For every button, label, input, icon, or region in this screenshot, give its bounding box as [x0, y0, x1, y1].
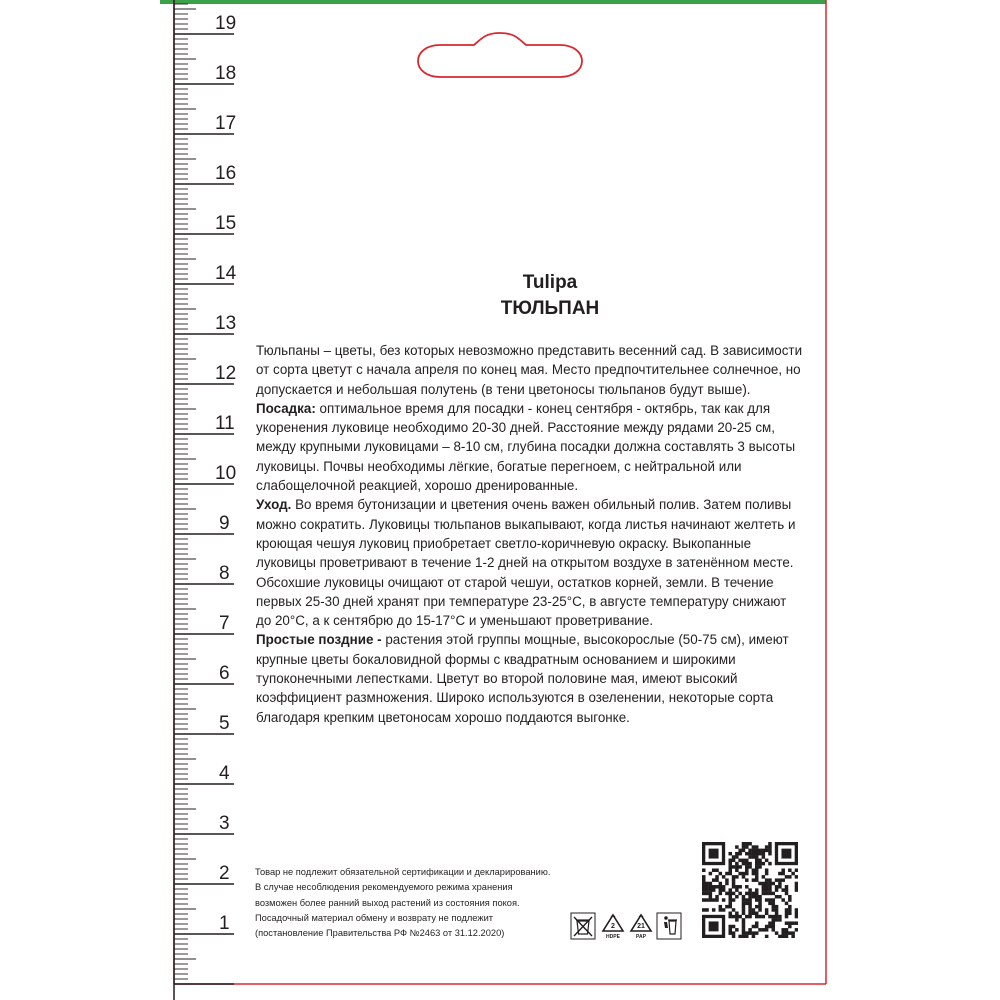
- ruler: [158, 0, 268, 1000]
- ruler-label: 4: [219, 763, 230, 784]
- ruler-label: 12: [215, 363, 237, 384]
- notice-line-2: В случае несоблюдения рекомендуемого режима хранения: [255, 882, 513, 893]
- care-paragraph: [256, 495, 804, 630]
- ruler-label: 2: [219, 863, 230, 884]
- ruler-label: 16: [215, 163, 237, 184]
- ruler-label: 13: [215, 313, 237, 334]
- intro-paragraph: Тюльпаны – цветы, без которых невозможно представить весенний сад. В зависимости от сорта цветут с начала апреля по конец мая. Место предпочтительнее солнечное, но допускается и небольшая полутень (в тени цветоносы тюльпанов будут выше).: [256, 343, 803, 397]
- trash-bin-icon: [656, 912, 682, 940]
- ruler-label: 15: [215, 213, 237, 234]
- recycle-pap-icon: [628, 912, 654, 940]
- notice-line-3: возможен более ранний выход растений из состояния покоя.: [255, 897, 520, 908]
- care-text: Во время бутонизации и цветения очень важен обильный полив. Затем поливы можно сократить. Луковицы тюльпанов выкапывают, когда листья начинают желтеть и кроющая чешуя луковиц приобретает светло-коричневую окраску. Выкопанные луковицы проветривают в течение 1-2 дней на открытом воздухе в затенённом месте. Обсохшие луковицы очищают от старой чешуи, остатков корней, земли. В течение первых 25-30 дней хранят при температуре 23-25°С, в августе температуру снижают до 20°С, а к сентябрю до 15-17°С и уменьшают проветривание.: [256, 497, 796, 629]
- ruler-label: 19: [215, 13, 237, 34]
- ruler-label: 8: [219, 563, 230, 584]
- recycle-hdpe-icon: [600, 912, 626, 940]
- ruler-label: 17: [215, 113, 237, 134]
- pap-code: 21: [637, 923, 645, 930]
- hdpe-code: 2: [611, 923, 615, 930]
- description-text: [256, 341, 804, 727]
- planting-text: оптимальное время для посадки - конец сентября - октябрь, так как для укоренения луковице необходимо 20-30 дней. Расстояние между рядами 20-25 см, между крупными луковицами – 8-10 см, глубина посадки должна составлять 3 высоты луковицы. Почвы необходимы лёгкие, богатые перегноем, с нейтральной или слабощелочной реакцией, хорошо дренированные.: [256, 400, 796, 494]
- hdpe-label: HDPE: [606, 934, 620, 940]
- ruler-label: 3: [219, 813, 230, 834]
- care-label: Уход.: [256, 497, 292, 513]
- ruler-label: 7: [219, 613, 230, 634]
- ruler-label: 18: [215, 63, 237, 84]
- title-block: [300, 270, 800, 322]
- ruler-label: 14: [215, 263, 237, 284]
- ruler-label: 1: [219, 913, 230, 934]
- notice-line-4: Посадочный материал обмену и возврату не подлежит: [255, 912, 494, 923]
- group-text: растения этой группы мощные, высокорослые (50-75 см), имеют крупные цветы бокаловидной формы с квадратным основанием и широкими тупоконечными лепестками. Цветут во второй половине мая, имеют высокий коэффициент размножения. Широко используются в озеленении, некоторые сорта благодаря крепким цветоносам хорошо поддаются выгонке.: [256, 632, 789, 725]
- ruler-label: 11: [215, 413, 235, 434]
- russian-name: ТЮЛЬПАН: [500, 298, 600, 319]
- qr-code[interactable]: [702, 842, 798, 938]
- planting-paragraph: [256, 399, 804, 495]
- pap-label: PAP: [636, 934, 646, 940]
- notice-line-1: Товар не подлежит обязательной сертификации и декларированию.: [255, 867, 551, 877]
- latin-name: Tulipa: [522, 272, 578, 293]
- hang-hole: [418, 33, 582, 77]
- notice-line-5: (постановление Правительства РФ №2463 от 31.12.2020): [255, 928, 505, 939]
- ruler-label: 6: [219, 663, 230, 684]
- ruler-label: 5: [219, 713, 230, 734]
- no-trash-bin-icon: [570, 912, 596, 940]
- group-paragraph: [256, 630, 804, 726]
- group-label: Простые поздние -: [256, 632, 382, 648]
- ruler-label: 9: [219, 513, 230, 534]
- planting-label: Посадка:: [256, 400, 316, 416]
- ruler-label: 10: [215, 463, 237, 484]
